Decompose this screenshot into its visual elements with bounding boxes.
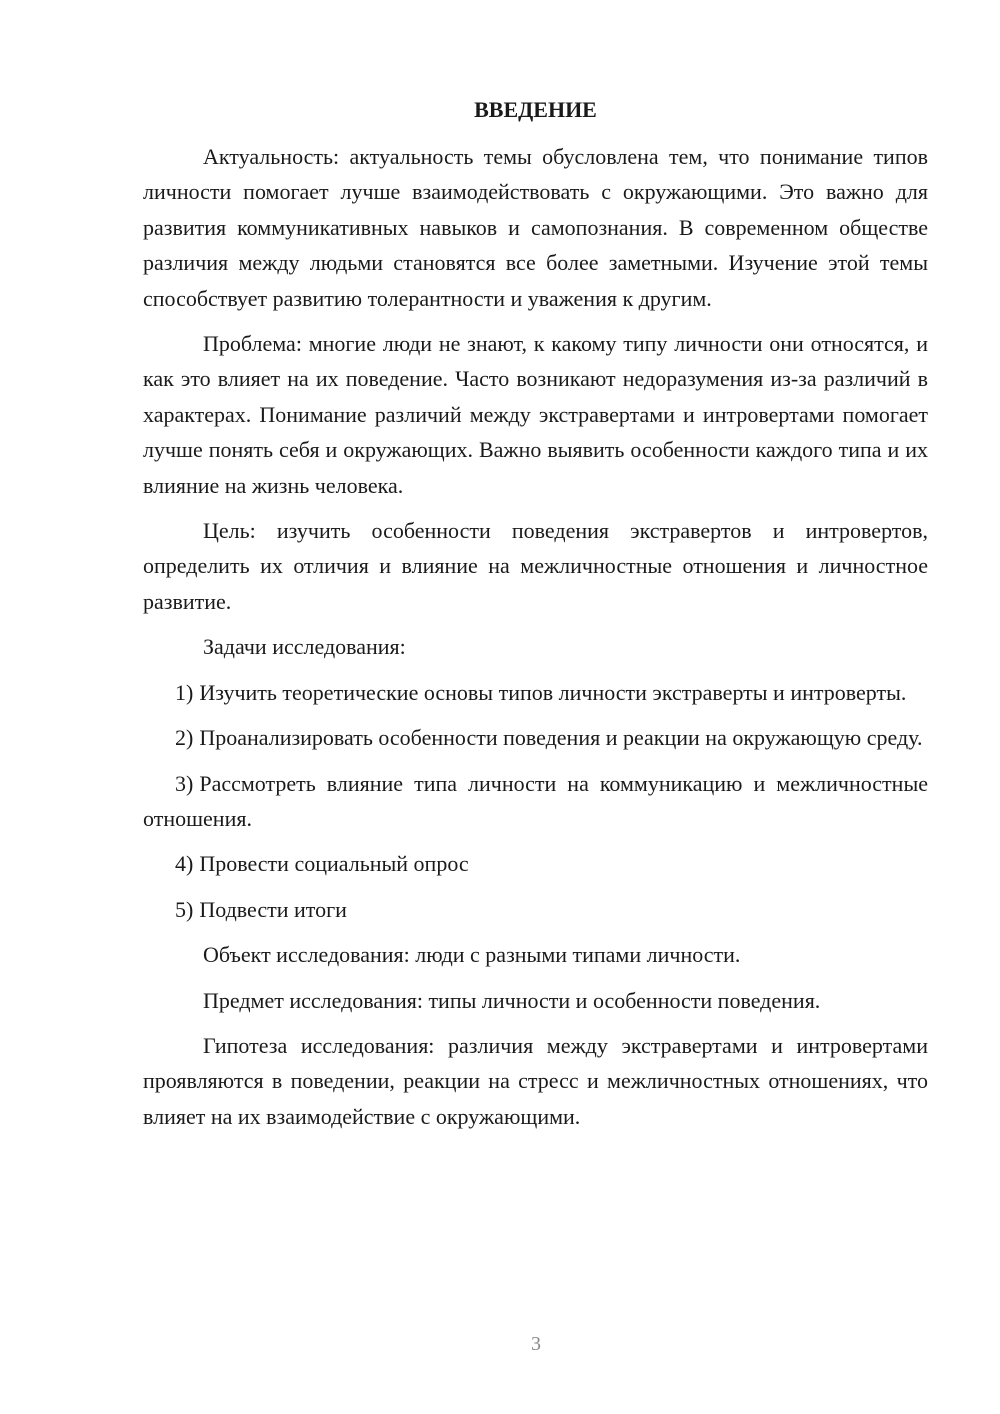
task-number: 1): [175, 679, 194, 705]
task-number: 4): [175, 851, 194, 877]
task-item-4: [143, 846, 928, 881]
goal-paragraph: Цель: изучить особенности поведения экстравертов и интровертов, определить их отличия и влияние на межличностные отношения и личностное развитие.: [143, 518, 928, 614]
problem-paragraph: Проблема: многие люди не знают, к какому типу личности они относятся, и как это влияет на их поведение. Часто возникают недоразумения из-за различий в характерах. Понимание различий между экстравертами и интровертами помогает лучше понять себя и окружающих. Важно выявить особенности каждого типа и их влияние на жизнь человека.: [143, 331, 928, 498]
task-number: 3): [175, 770, 194, 796]
page-title: ВВЕДЕНИЕ: [474, 97, 597, 122]
task-text: Проанализировать особенности поведения и реакции на окружающую среду.: [199, 725, 923, 751]
task-item-1: [143, 675, 928, 710]
document-body: [143, 92, 928, 1144]
tasks-heading: Задачи исследования:: [203, 634, 406, 660]
research-subject: Предмет исследования: типы личности и особенности поведения.: [203, 987, 821, 1013]
research-object: Объект исследования: люди с разными типами личности.: [203, 942, 741, 968]
task-text: Рассмотреть влияние типа личности на коммуникацию и межличностные отношения.: [143, 770, 928, 831]
page-number: 3: [531, 1333, 541, 1355]
task-number: 5): [175, 896, 194, 922]
task-number: 2): [175, 725, 194, 751]
task-item-3: [143, 766, 928, 837]
task-text: Изучить теоретические основы типов личности экстраверты и интроверты.: [199, 679, 907, 705]
task-item-2: [143, 720, 928, 755]
task-text: Провести социальный опрос: [199, 851, 469, 877]
research-hypothesis: Гипотеза исследования: различия между экстравертами и интровертами проявляются в поведении, реакции на стресс и межличностных отношениях, что влияет на их взаимодействие с окружающими.: [143, 1032, 928, 1129]
task-text: Подвести итоги: [199, 896, 347, 922]
task-item-5: [143, 892, 928, 927]
relevance-paragraph: Актуальность: актуальность темы обусловлена тем, что понимание типов личности помогает лучше взаимодействовать с окружающими. Это важно для развития коммуникативных навыков и самопознания. В современном обществе различия между людьми становятся все более заметными. Изучение этой темы способствует развитию толерантности и уважения к другим.: [143, 144, 928, 311]
